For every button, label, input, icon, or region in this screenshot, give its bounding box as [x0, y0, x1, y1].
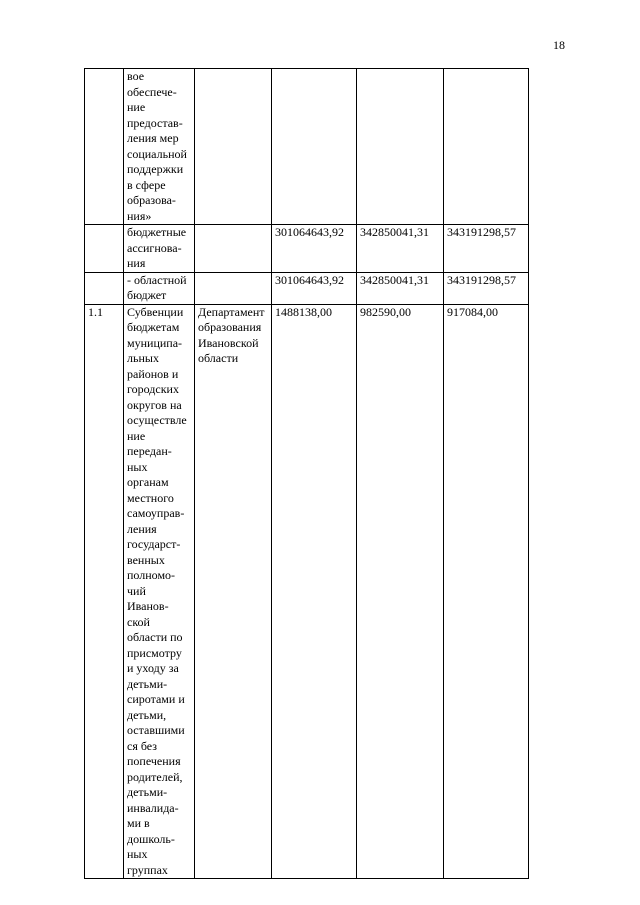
page-number: 18: [553, 38, 565, 52]
row-name: - областной бюджет: [124, 272, 195, 304]
row-executor: [195, 272, 272, 304]
row-name: Субвенции бюджетам муниципа- льных районов и городских округов на осуществле ние передан- ных органам местного самоуправ- ления государст- венных полномо- чий Иванов- ской области по присмотру и уходу за детьми- сиротами и детьми, оставшими ся без попечения родителей, детьми- инвалида- ми в дошколь- ных группах: [124, 304, 195, 879]
row-executor: [195, 225, 272, 273]
table-row: [85, 304, 529, 879]
row-number: [85, 272, 124, 304]
row-year1: [272, 69, 357, 225]
row-year1: 301064643,92: [272, 225, 357, 273]
row-number: [85, 69, 124, 225]
row-number: 1.1: [85, 304, 124, 879]
row-number: [85, 225, 124, 273]
table-row: [85, 272, 529, 304]
row-executor: Департамент образования Ивановской области: [195, 304, 272, 879]
row-executor: [195, 69, 272, 225]
row-year3: 917084,00: [444, 304, 529, 879]
row-year3: 343191298,57: [444, 225, 529, 273]
row-name: бюджетные ассигнова- ния: [124, 225, 195, 273]
row-name: вое обеспече- ние предостав- ления мер социальной поддержки в сфере образова- ния»: [124, 69, 195, 225]
row-year3: [444, 69, 529, 225]
row-year2: 982590,00: [357, 304, 444, 879]
row-year3: 343191298,57: [444, 272, 529, 304]
program-table: [84, 68, 529, 879]
row-year1: 301064643,92: [272, 272, 357, 304]
row-year1: 1488138,00: [272, 304, 357, 879]
table-row: [85, 69, 529, 225]
table-row: [85, 225, 529, 273]
row-year2: [357, 69, 444, 225]
row-year2: 342850041,31: [357, 225, 444, 273]
row-year2: 342850041,31: [357, 272, 444, 304]
